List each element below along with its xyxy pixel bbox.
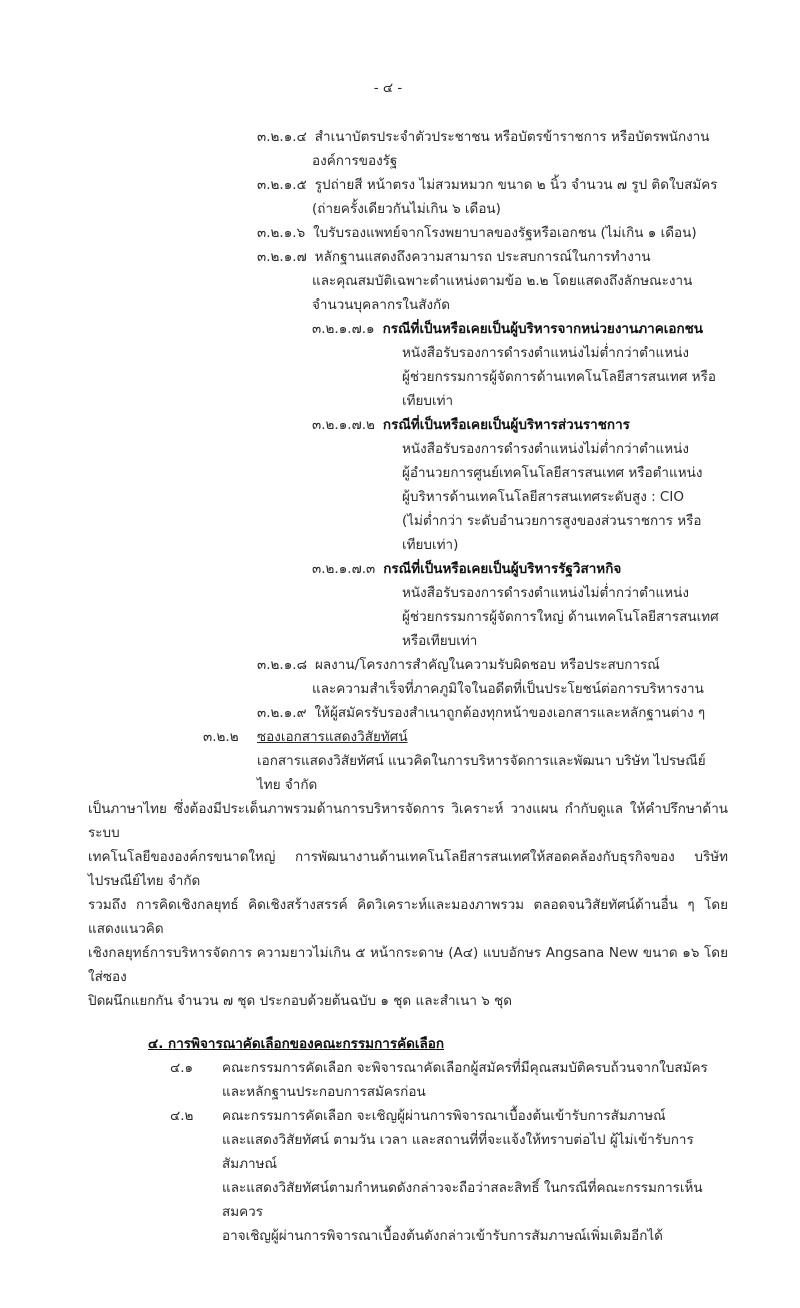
item-text: และความสำเร็จที่ภาคภูมิใจในอดีตที่เป็นประโยชน์ต่อการบริหารงาน — [312, 681, 704, 697]
item-text: ใบรับรองแพทย์จากโรงพยาบาลของรัฐหรือเอกชน (ไม่เกิน ๑ เดือน) — [313, 225, 697, 241]
item-number: ๓.๒.๑.๔ — [257, 129, 307, 145]
item-number: ๓.๒.๑.๕ — [257, 177, 307, 193]
item-text: ผู้ช่วยกรรมการผู้จัดการด้านเทคโนโลยีสารสนเทศ หรือเทียบเท่า — [402, 369, 716, 409]
item-text: และแสดงวิสัยทัศน์ตามกำหนดดังกล่าวจะถือว่าสละสิทธิ์ ในกรณีที่คณะกรรมการเห็นสมควร — [222, 1180, 703, 1220]
page-number: - ๔ - — [373, 80, 403, 96]
item-title: กรณีที่เป็นหรือเคยเป็นผู้บริหารส่วนราชการ — [382, 417, 630, 433]
item-number: ๓.๒.๑.๙ — [257, 705, 307, 721]
item-text: คณะกรรมการคัดเลือก จะพิจารณาคัดเลือกผู้สมัครที่มีคุณสมบัติครบถ้วนจากใบสมัคร — [222, 1060, 708, 1076]
paragraph-line: เชิงกลยุทธ์การบริหารจัดการ ความยาวไม่เกิน ๕ หน้ากระดาษ (A๔) แบบอักษร Angsana New ขนาด ๑๖ โดยใส่ซอง — [88, 945, 728, 985]
item-text: ผู้บริหารด้านเทคโนโลยีสารสนเทศระดับสูง : CIO — [402, 489, 684, 505]
item-number: ๓.๒.๑.๗.๓ — [312, 561, 376, 577]
item-number: ๓.๒.๑.๖ — [257, 225, 306, 241]
item-title: กรณีที่เป็นหรือเคยเป็นผู้บริหารจากหน่วยงานภาคเอกชน — [382, 321, 704, 337]
item-title: ซองเอกสารแสดงวิสัยทัศน์ — [257, 729, 408, 745]
item-title: กรณีที่เป็นหรือเคยเป็นผู้บริหารรัฐวิสาหกิจ — [383, 561, 622, 577]
item-text: (ถ่ายครั้งเดียวกันไม่เกิน ๖ เดือน) — [312, 201, 501, 217]
paragraph-line: รวมถึง การคิดเชิงกลยุทธ์ คิดเชิงสร้างสรรค์ คิดวิเคราะห์และมองภาพรวม ตลอดจนวิสัยทัศน์ด้านอื่น ๆ โดยแสดงแนวคิด — [88, 897, 728, 937]
item-3-2-1-7-1 — [312, 317, 728, 413]
section-heading: ๔. การพิจารณาคัดเลือกของคณะกรรมการคัดเลือก — [148, 1036, 445, 1052]
item-text: คณะกรรมการคัดเลือก จะเชิญผู้ผ่านการพิจารณาเบื้องต้นเข้ารับการสัมภาษณ์ — [222, 1108, 666, 1124]
item-3-2-2 — [203, 725, 728, 749]
item-text: หนังสือรับรองการดำรงตำแหน่งไม่ต่ำกว่าตำแหน่ง — [402, 441, 689, 457]
item-3-2-1-7-2 — [312, 413, 728, 557]
item-3-2-1-9 — [257, 701, 728, 725]
item-text: ให้ผู้สมัครรับรองสำเนาถูกต้องทุกหน้าของเอกสารและหลักฐานต่าง ๆ — [314, 705, 706, 721]
item-3-2-1-5 — [257, 173, 728, 221]
item-4-2 — [170, 1104, 728, 1248]
item-text: หนังสือรับรองการดำรงตำแหน่งไม่ต่ำกว่าตำแหน่ง — [402, 585, 689, 601]
paragraph-line: ปิดผนึกแยกกัน จำนวน ๗ ชุด ประกอบด้วยต้นฉบับ ๑ ชุด และสำเนา ๖ ชุด — [88, 993, 513, 1009]
paragraph-line: เอกสารแสดงวิสัยทัศน์ แนวคิดในการบริหารจัดการและพัฒนา บริษัท ไปรษณีย์ไทย จำกัด — [257, 753, 706, 793]
item-text: องค์การของรัฐ — [312, 153, 398, 169]
item-text: หนังสือรับรองการดำรงตำแหน่งไม่ต่ำกว่าตำแหน่ง — [402, 345, 689, 361]
item-3-2-1-6 — [257, 221, 728, 245]
item-number: ๓.๒.๑.๘ — [257, 657, 307, 673]
item-3-2-1-4 — [257, 125, 728, 173]
item-3-2-1-8 — [257, 653, 728, 701]
item-text: และคุณสมบัติเฉพาะตำแหน่งตามข้อ ๒.๒ โดยแสดงถึงลักษณะงาน — [312, 273, 693, 289]
item-3-2-1-7 — [257, 245, 728, 317]
item-text: (ไม่ต่ำกว่า ระดับอำนวยการสูงของส่วนราชการ หรือเทียบเท่า) — [402, 513, 702, 553]
item-text: ผู้อำนวยการศูนย์เทคโนโลยีสารสนเทศ หรือตำแหน่ง — [402, 465, 703, 481]
vision-paragraph — [88, 749, 728, 1013]
item-text: และแสดงวิสัยทัศน์ ตามวัน เวลา และสถานที่ที่จะแจ้งให้ทราบต่อไป ผู้ไม่เข้ารับการสัมภาษณ์ — [222, 1132, 694, 1172]
item-text: จำนวนบุคลากรในสังกัด — [312, 297, 450, 313]
item-number: ๓.๒.๒ — [203, 729, 239, 745]
item-number: ๓.๒.๑.๗.๒ — [312, 417, 375, 433]
item-text: หรือเทียบเท่า — [402, 633, 478, 649]
item-text: อาจเชิญผู้ผ่านการพิจารณาเบื้องต้นดังกล่าวเข้ารับการสัมภาษณ์เพิ่มเติมอีกได้ — [222, 1228, 663, 1244]
item-text: ผลงาน/โครงการสำคัญในความรับผิดชอบ หรือประสบการณ์ — [315, 657, 660, 673]
item-3-2-1-7-3 — [312, 557, 728, 653]
paragraph-line: เป็นภาษาไทย ซึ่งต้องมีประเด็นภาพรวมด้านการบริหารจัดการ วิเคราะห์ วางแผน กำกับดูแล ให้คำปรึกษาด้านระบบ — [88, 801, 728, 841]
item-number: ๔.๒ — [170, 1108, 194, 1124]
item-text: สำเนาบัตรประจำตัวประชาชน หรือบัตรข้าราชการ หรือบัตรพนักงาน — [314, 129, 710, 145]
item-text: และหลักฐานประกอบการสมัครก่อน — [222, 1084, 426, 1100]
item-text: หลักฐานแสดงถึงความสามารถ ประสบการณ์ในการทำงาน — [314, 249, 651, 265]
item-number: ๓.๒.๑.๗ — [257, 249, 307, 265]
item-text: รูปถ่ายสี หน้าตรง ไม่สวมหมวก ขนาด ๒ นิ้ว จำนวน ๗ รูป ติดใบสมัคร — [314, 177, 718, 193]
item-number: ๓.๒.๑.๗.๑ — [312, 321, 375, 337]
item-text: ผู้ช่วยกรรมการผู้จัดการใหญ่ ด้านเทคโนโลยีสารสนเทศ — [402, 609, 719, 625]
item-4-1 — [170, 1056, 728, 1104]
paragraph-line: เทคโนโลยีขององค์กรขนาดใหญ่ การพัฒนางานด้านเทคโนโลยีสารสนเทศให้สอดคล้องกับธุรกิจของ บริษัท ไปรษณีย์ไทย จำกัด — [88, 849, 728, 889]
item-number: ๔.๑ — [170, 1060, 194, 1076]
